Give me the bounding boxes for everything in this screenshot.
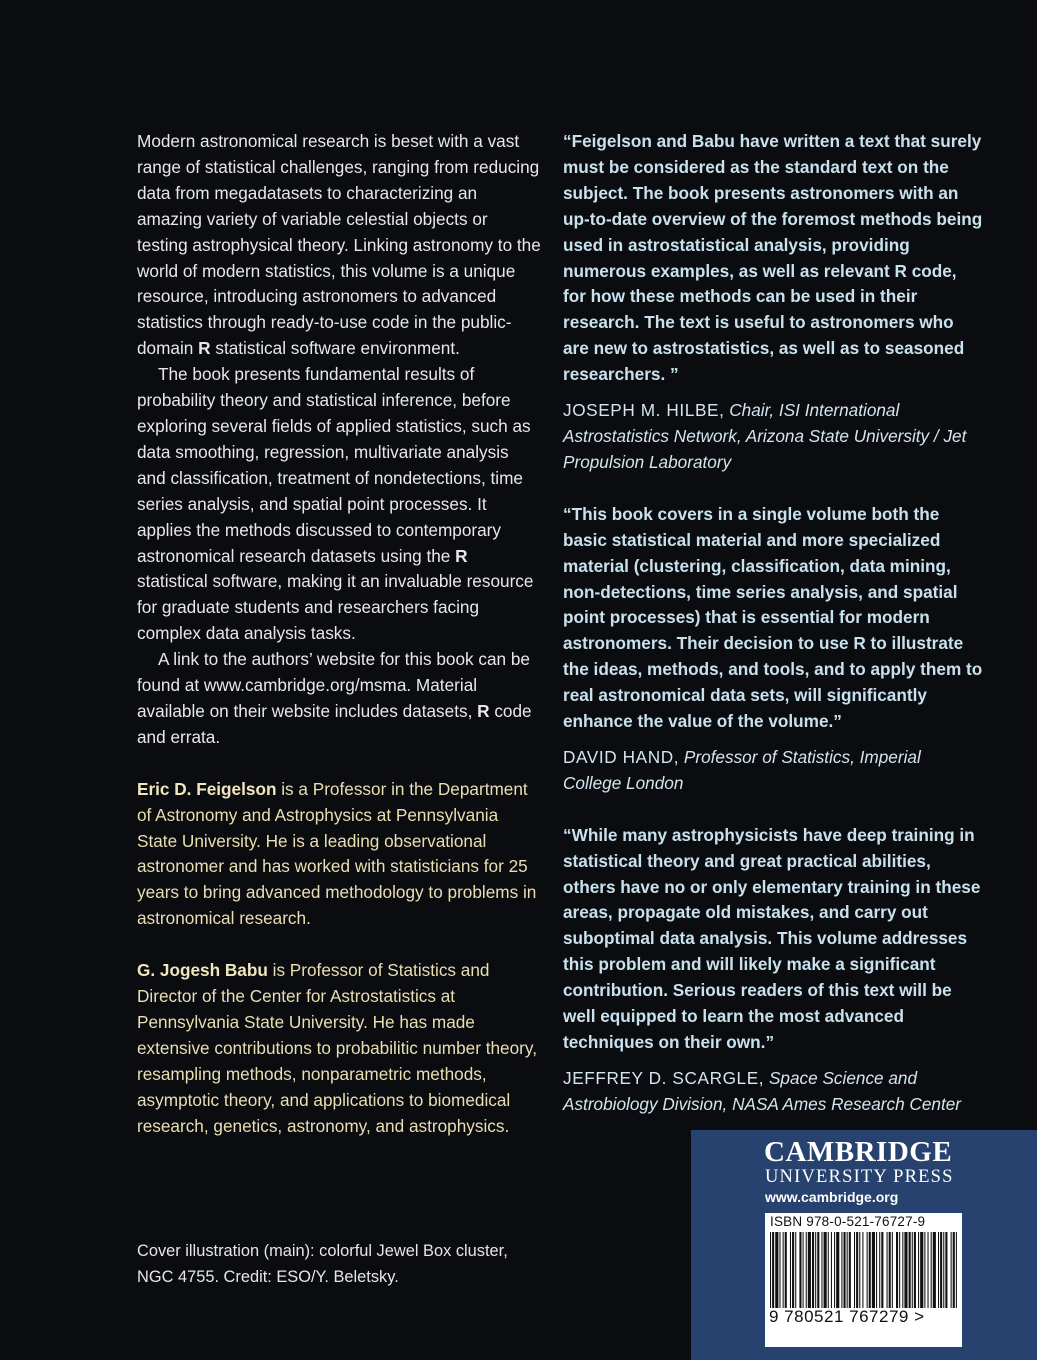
barcode-bar [783, 1232, 784, 1308]
isbn-barcode [765, 1213, 962, 1347]
barcode-bar [956, 1232, 957, 1308]
barcode-bar [828, 1232, 829, 1308]
barcode-bar [918, 1232, 919, 1308]
barcode-bar [815, 1232, 816, 1308]
barcode-bar [779, 1232, 780, 1308]
barcode-bar [876, 1232, 877, 1308]
barcode-bar [803, 1232, 804, 1308]
barcode-bar [772, 1232, 774, 1308]
endorsement-quote-1: “Feigelson and Babu have written a text that surely must be considered as the standard text on the subject. The book presents astronomers with an up-to-date overview of the foremost methods being used in astrostatistical analysis, providing numerous examples, as well as relevant R code, for how these methods can be used in their research. The text is useful to astronomers who are new to astrostatistics, as well as to seasoned researchers. ” [563, 131, 983, 385]
barcode-bar [821, 1232, 822, 1308]
barcode-bar [817, 1232, 819, 1308]
barcode-bar [920, 1232, 923, 1308]
barcode-bar [841, 1232, 842, 1308]
barcode-bar [859, 1232, 860, 1308]
barcode-bar [896, 1232, 898, 1308]
cover-credit: Cover illustration (main): colorful Jewel Box cluster, NGC 4755. Credit: ESO/Y. Beletsky. [137, 1242, 508, 1286]
barcode-bar [912, 1232, 913, 1308]
barcode-bar [938, 1232, 939, 1308]
barcode-bar [849, 1232, 851, 1308]
blurb-paragraph-1: Modern astronomical research is beset with a vast range of statistical challenges, ranging from reducing data from megadatasets to characterizing an amazing variety of variable celestial objects or testing astrophysical theory. Linking astronomy to the world of modern statistics, this volume is a unique resource, introducing astronomers to advanced statistics through ready-to-use code in the public-domain R statistical software environment. [137, 131, 541, 359]
barcode-bar [953, 1232, 955, 1308]
barcode-bar [940, 1232, 942, 1308]
endorsement-attribution-3: JEFFREY D. SCARGLE, Space Science and Astrobiology Division, NASA Ames Research Center [563, 1067, 962, 1114]
barcode-bar [869, 1232, 871, 1308]
isbn-label: ISBN 978-0-521-76727-9 [770, 1214, 926, 1229]
barcode-bar [795, 1232, 796, 1308]
barcode-bar [943, 1232, 944, 1308]
barcode-bar [931, 1232, 932, 1308]
blurb-paragraph-3: A link to the authors’ website for this book can be found at www.cambridge.org/msma. Material available on their website includes datasets, R code and errata. [137, 649, 532, 747]
endorsement-attribution-2: DAVID HAND, Professor of Statistics, Imperial College London [563, 746, 921, 793]
barcode-bar [879, 1232, 880, 1308]
barcode-bar [881, 1232, 883, 1308]
barcode-bar [867, 1232, 868, 1308]
barcode-bar [909, 1232, 911, 1308]
barcode-bar [924, 1232, 925, 1308]
blurb-paragraph-2: The book presents fundamental results of probability theory and statistical inference, before exploring several fields of applied statistics, such as data smoothing, regression, multivariate analysis and classification, treatment of nondetections, time series analysis, and spatial point processes. It applies the methods discussed to contemporary astronomical research datasets using the R statistical software, making it an invaluable resource for graduate students and researchers facing complex data analysis tasks. [137, 364, 534, 644]
author-bio-babu: G. Jogesh Babu is Professor of Statistics and Director of the Center for Astrostatistics at Pennsylvania State University. He has made extensive contributions to probabilitic number theory, resampling methods, nonparametric methods, asymptotic theory, and applications to biomedical research, genetics, astronomy, and astrophysics. [137, 960, 537, 1136]
barcode-bar [856, 1232, 858, 1308]
barcode-bar [951, 1232, 952, 1308]
barcode-bar [872, 1232, 875, 1308]
barcode-icon [770, 1232, 958, 1308]
barcode-bar [899, 1232, 900, 1308]
barcode-bar [831, 1232, 832, 1308]
barcode-bar [775, 1232, 778, 1308]
barcode-bar [812, 1232, 814, 1308]
barcode-bar [904, 1232, 907, 1308]
publisher-name: CAMBRIDGE [764, 1136, 953, 1168]
barcode-bar [834, 1232, 835, 1308]
barcode-bar [844, 1232, 846, 1308]
endorsement-quote-2: “This book covers in a single volume both the basic statistical material and more specialized material (clustering, classification, data mining, non-detections, time series analysis, and spatial point processes) that is essential for modern astronomers. Their decision to use R to illustrate the ideas, methods, and tools, and to apply them to real astronomical data sets, will significantly enhance the value of the volume.” [563, 503, 983, 732]
barcode-bar [887, 1232, 888, 1308]
barcode-bar [928, 1232, 929, 1308]
barcode-bar [792, 1232, 794, 1308]
endorsements-column [563, 129, 983, 1118]
barcode-bar [785, 1232, 787, 1308]
barcode-bar [806, 1232, 807, 1308]
barcode-bar [854, 1232, 855, 1308]
barcode-bar [770, 1232, 771, 1308]
barcode-bar [902, 1232, 903, 1308]
barcode-bar [862, 1232, 863, 1308]
barcode-bar [808, 1232, 811, 1308]
barcode-bar [892, 1232, 893, 1308]
barcode-digits: 9 780521 767279 > [769, 1307, 925, 1326]
barcode-bar [847, 1232, 848, 1308]
barcode-bar [824, 1232, 827, 1308]
barcode-bar [945, 1232, 947, 1308]
endorsement-attribution-1: JOSEPH M. HILBE, Chair, ISI International Astrostatistics Network, Arizona State University / Jet Propulsion Laboratory [563, 400, 967, 472]
endorsement-quote-3: “While many astrophysicists have deep training in statistical theory and great practical abilities, others have no or only elementary training in these areas, propagate old mistakes, and carry out suboptimal data analysis. This volume addresses this problem and will likely make a significant contribution. Serious readers of this text will be well equipped to learn the most advanced techniques on their own.” [563, 824, 981, 1052]
description-column [137, 129, 542, 1165]
barcode-bar [933, 1232, 936, 1308]
barcode-bar [914, 1232, 916, 1308]
barcode-bar [836, 1232, 839, 1308]
barcode-bar [790, 1232, 791, 1308]
barcode-bar [889, 1232, 891, 1308]
publisher-press: UNIVERSITY PRESS [765, 1167, 954, 1187]
barcode-bar [799, 1232, 801, 1308]
author-bio-feigelson: Eric D. Feigelson is a Professor in the Department of Astronomy and Astrophysics at Pennsylvania State University. He is a leading observational astronomer and has worked with statisticians for 25 years to bring advanced methodology to problems in astronomical research. [137, 778, 537, 929]
publisher-url: www.cambridge.org [765, 1189, 899, 1205]
